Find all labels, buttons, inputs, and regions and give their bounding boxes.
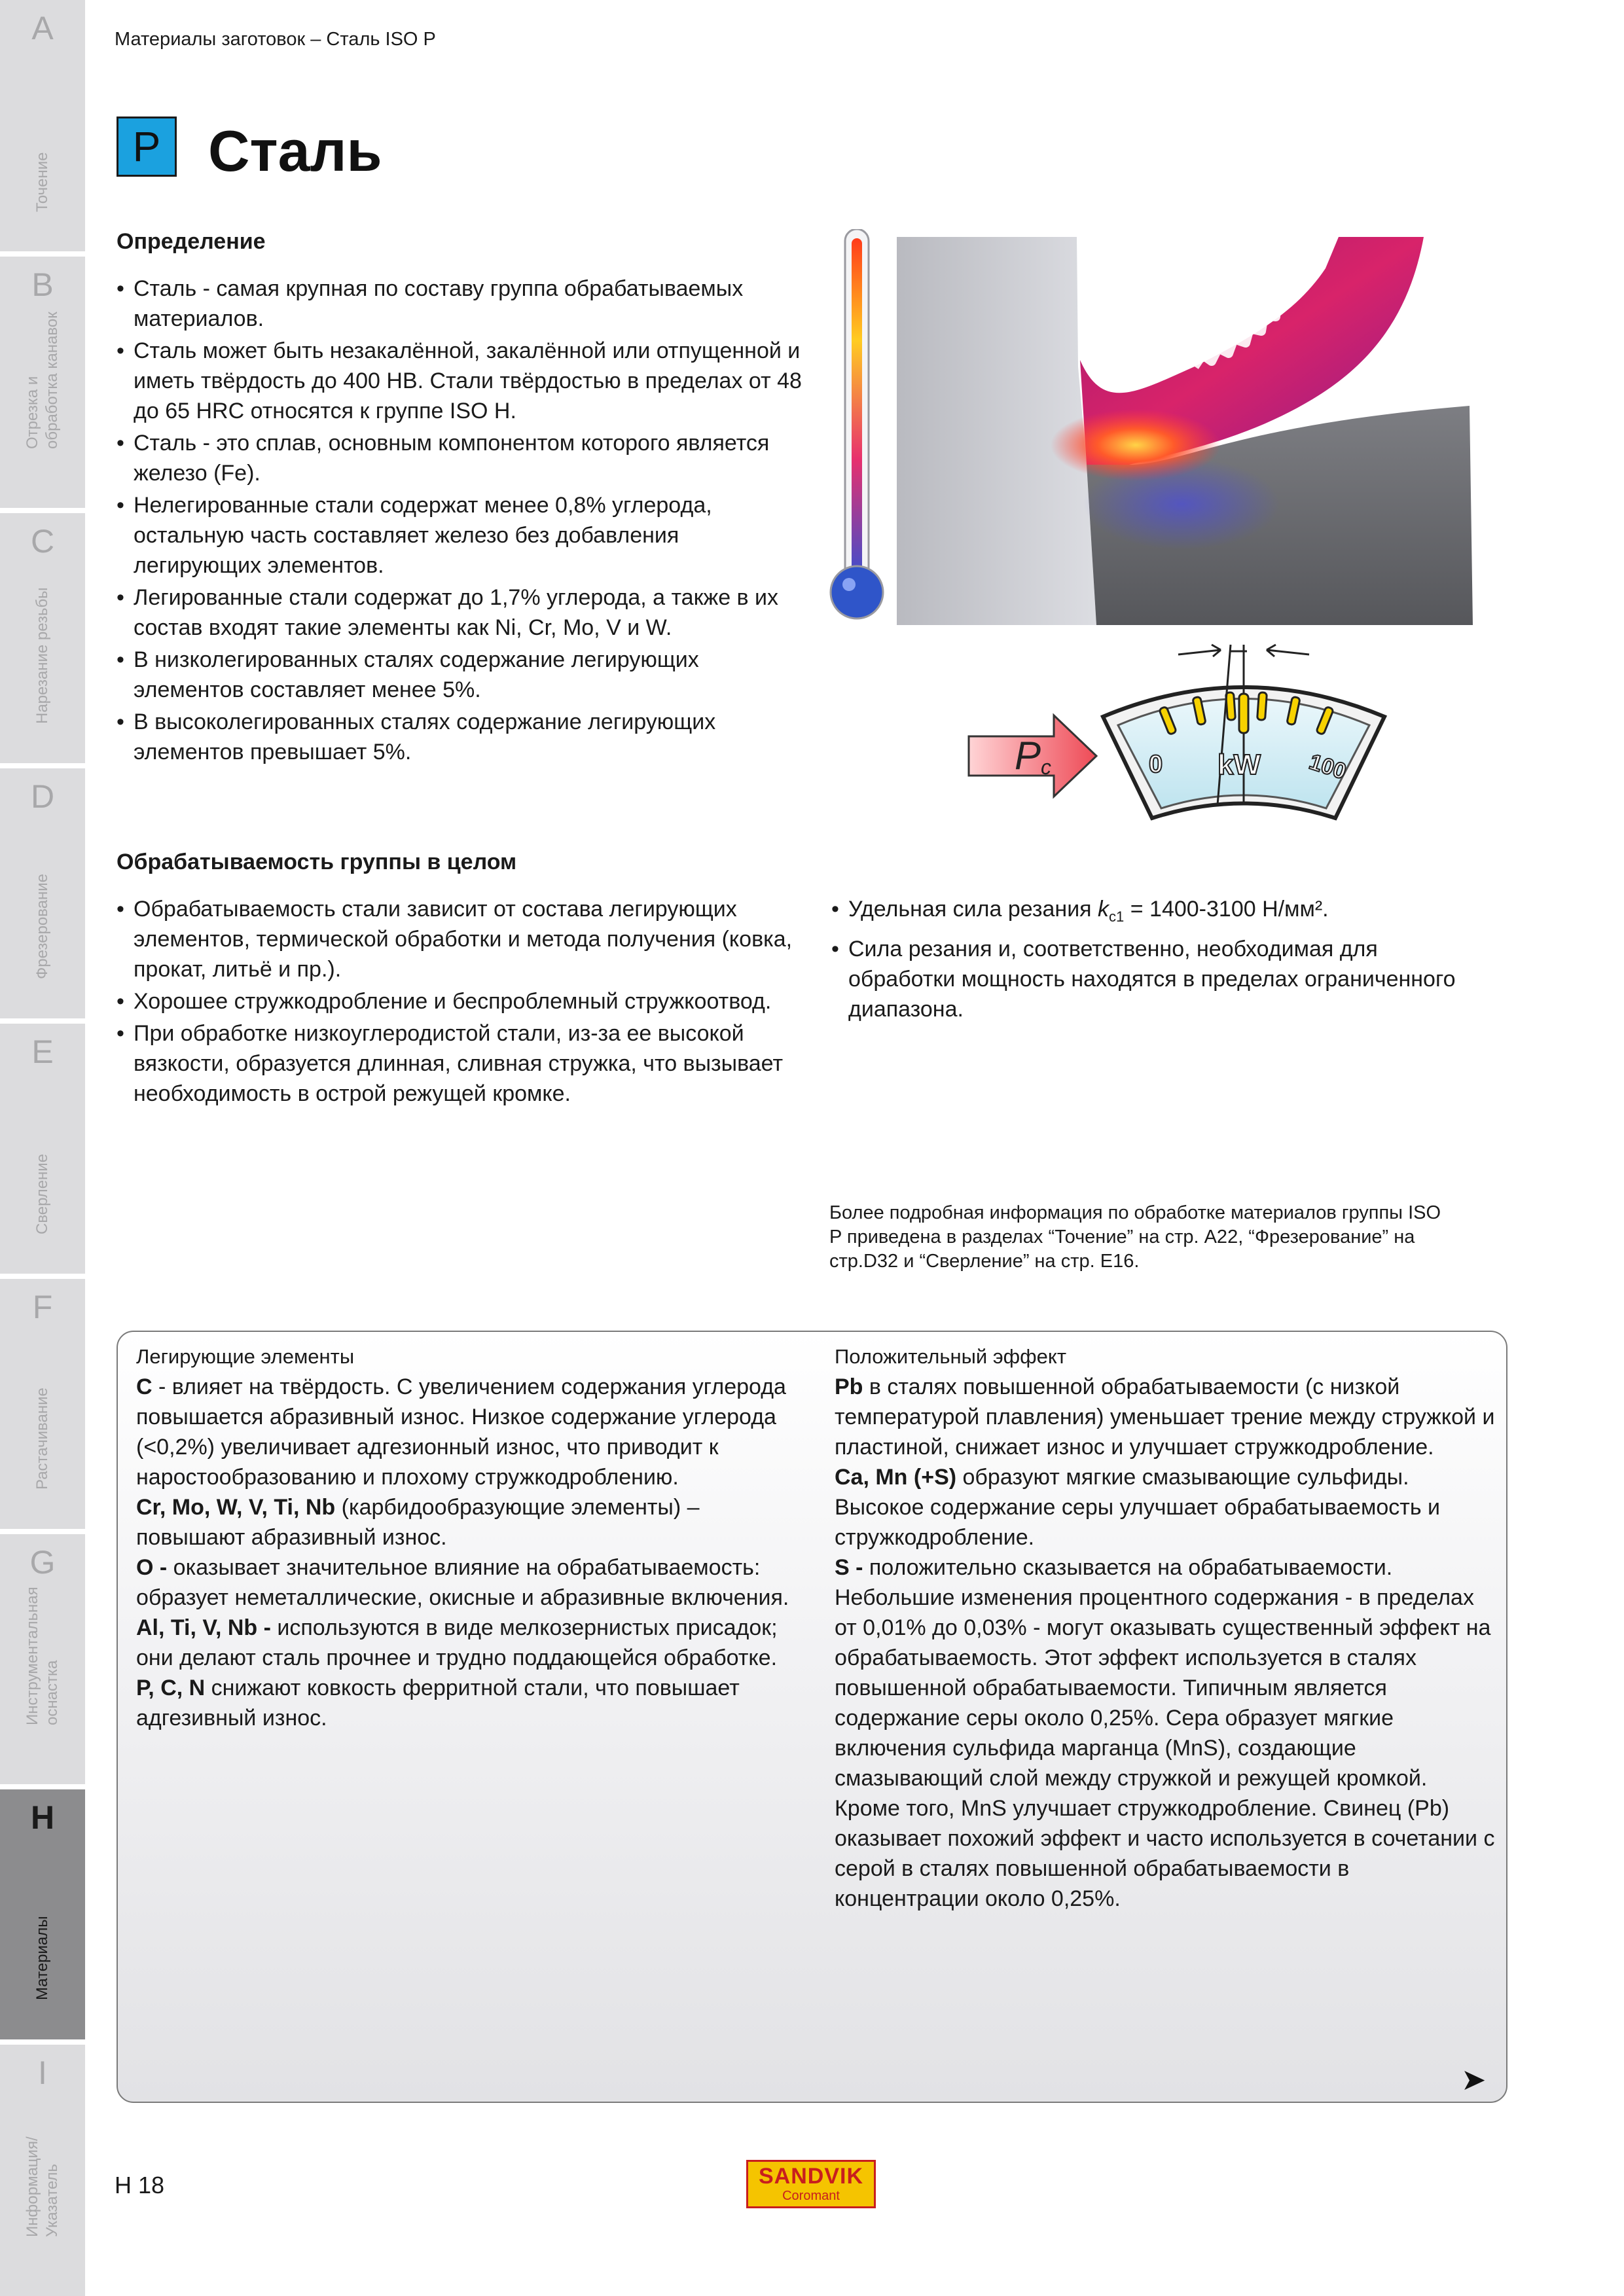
tab-label: Фрезерование	[33, 873, 51, 979]
tab-tooling[interactable]	[0, 1534, 85, 1789]
alloying-heading: Легирующие элементы	[136, 1345, 355, 1368]
definition-list	[117, 274, 810, 769]
tab-label: Инструментальная оснастка	[24, 1587, 61, 1725]
breadcrumb: Материалы заготовок – Сталь ISO P	[115, 29, 436, 50]
list-item: • Легированные стали содержат до 1,7% углерода, а также в их состав входят такие элементы как Ni, Cr, Mo, V и W.	[117, 583, 810, 643]
next-page-arrow-icon[interactable]: ➤	[1461, 2062, 1487, 2096]
tab-milling[interactable]	[0, 768, 85, 1024]
alloying-paragraph: C - влияет на твёрдость. С увеличением содержания углерода повышается абразивный износ. Низкое содержание углерода (<0,2%) увеличивает адгезионный износ, что приводит к наростообразованию и плохому стружкодроблению.	[136, 1374, 786, 1490]
alloying-paragraph: P, C, N снижают ковкость ферритной стали, что повышает адгезивный износ.	[136, 1676, 740, 1731]
tab-letter: E	[31, 1033, 54, 1070]
section-sidebar	[0, 0, 85, 2296]
list-item: • Сила резания и, соответственно, необходимая для обработки мощность находятся в пределах ограниченного диапазона.	[831, 934, 1460, 1024]
list-item: • Сталь - самая крупная по составу группа обрабатываемых материалов.	[117, 274, 810, 334]
logo-text-bottom: Coromant	[782, 2189, 840, 2203]
tab-letter: I	[38, 2054, 47, 2091]
reference-note: Более подробная информация по обработке материалов группы ISO P приведена в разделах “Точение” на стр. A22, “Фрезерование” на стр.D32 и “Сверление” на стр. E16.	[829, 1202, 1441, 1272]
tab-letter: B	[31, 266, 54, 303]
gauge-label-zero: 0	[1149, 751, 1163, 778]
alloying-paragraph: Cr, Mo, W, V, Ti, Nb (карбидообразующие элементы) – повышают абразивный износ.	[136, 1495, 700, 1550]
pc-label: Pc	[1015, 734, 1052, 779]
alloying-paragraph: Al, Ti, V, Nb - используются в виде мелкозернистых присадок; они делают сталь прочнее и трудно поддающейся обработке.	[136, 1615, 778, 1670]
tab-letter: F	[32, 1289, 53, 1325]
list-item: • Обрабатываемость стали зависит от состава легирующих элементов, термической обработки и метода получения (ковка, прокат, литьё и пр.).	[117, 894, 810, 984]
positive-effect-column	[835, 1342, 1496, 1914]
tab-label: Растачивание	[33, 1388, 51, 1490]
list-item: • Сталь - это сплав, основным компонентом которого является железо (Fe).	[117, 428, 810, 488]
tab-letter: H	[30, 1799, 55, 1836]
iso-p-badge: P	[117, 117, 177, 177]
chip-heat-illustration	[828, 229, 1515, 628]
tab-label: Материалы	[33, 1916, 51, 2000]
alloying-column	[136, 1342, 791, 1733]
list-item: • В низколегированных сталях содержание легирующих элементов составляет менее 5%.	[117, 645, 810, 705]
tab-letter: G	[29, 1544, 56, 1581]
tab-boring[interactable]	[0, 1279, 85, 1534]
tab-materials[interactable]	[0, 1789, 85, 2045]
positive-effect-paragraph: Ca, Mn (+S) образуют мягкие смазывающие сульфиды. Высокое содержание серы улучшает обрабатываемость и стружкодробление.	[835, 1465, 1440, 1550]
tab-threading[interactable]	[0, 513, 85, 768]
tab-letter: C	[30, 523, 55, 560]
tab-letter: D	[30, 778, 55, 815]
page-title: Сталь	[208, 118, 382, 183]
tab-label: Отрезка и обработка канавок	[24, 312, 61, 449]
list-item: • В высоколегированных сталях содержание легирующих элементов превышает 5%.	[117, 707, 810, 767]
list-item: • Сталь может быть незакалённой, закалённой или отпущенной и иметь твёрдость до 400 HB. Стали твёрдостью в пределах от 48 до 65 HRC относятся к группе ISO H.	[117, 336, 810, 426]
tab-label: Сверление	[33, 1153, 51, 1234]
definition-heading: Определение	[117, 229, 266, 254]
tab-letter: A	[31, 10, 54, 46]
list-item: • Нелегированные стали содержат менее 0,8% углерода, остальную часть составляет железо без добавления легирующих элементов.	[117, 490, 810, 581]
positive-effect-heading: Положительный эффект	[835, 1345, 1067, 1368]
list-item: • При обработке низкоуглеродистой стали, из-за ее высокой вязкости, образуется длинная, сливная стружка, что вызывает необходимость в острой режущей кромке.	[117, 1018, 810, 1109]
alloying-paragraph: O - оказывает значительное влияние на обрабатываемость: образует неметаллические, окисные и абразивные включения.	[136, 1555, 789, 1610]
gauge-label-hundred: 100	[1306, 749, 1350, 785]
tab-label: Информация/ Указатель	[24, 2136, 61, 2237]
tab-drilling[interactable]	[0, 1024, 85, 1279]
tab-label: Нарезание резьбы	[33, 587, 51, 724]
positive-effect-paragraph: Pb в сталях повышенной обрабатываемости (с низкой температурой плавления) уменьшает трение между стружкой и пластиной, снижает износ и улучшает стружкодробление.	[835, 1374, 1495, 1460]
gauge-label-kw: kW	[1218, 749, 1261, 781]
list-item: • Удельная сила резания $k_{c1} = 1400-3100$ Н/мм².	[831, 894, 1460, 932]
list-item: • Хорошее стружкодробление и беспроблемный стружкоотвод.	[117, 986, 810, 1016]
tab-label: Точение	[33, 152, 51, 212]
machinability-list	[117, 894, 810, 1111]
power-gauge-illustration	[956, 632, 1427, 834]
cutting-force-list	[831, 894, 1460, 1026]
positive-effect-paragraph: S - положительно сказывается на обрабатываемости. Небольшие изменения процентного содержания - в пределах от 0,01% до 0,03% - могут оказывать существенный эффект на обрабатываемость. Этот эффект используется в сталях повышенной обрабатываемости. Типичным является содержание серы около 0,25%. Сера образует мягкие включения сульфида марганца (MnS), создающие смазывающий слой между стружкой и режущей кромкой. Кроме того, MnS улучшает стружкодробление. Свинец (Pb) оказывает похожий эффект и часто используется в сочетании с серой в сталях повышенной обрабатываемости в концентрации около 0,25%.	[835, 1555, 1495, 1911]
machinability-heading: Обрабатываемость группы в целом	[117, 850, 517, 874]
tab-turning[interactable]	[0, 0, 85, 257]
tab-parting-grooving[interactable]	[0, 257, 85, 513]
logo-text-top: SANDVIK	[758, 2164, 864, 2189]
sandvik-coromant-logo	[746, 2160, 876, 2208]
tab-info-index[interactable]	[0, 2045, 85, 2296]
page-number: H 18	[115, 2172, 165, 2198]
